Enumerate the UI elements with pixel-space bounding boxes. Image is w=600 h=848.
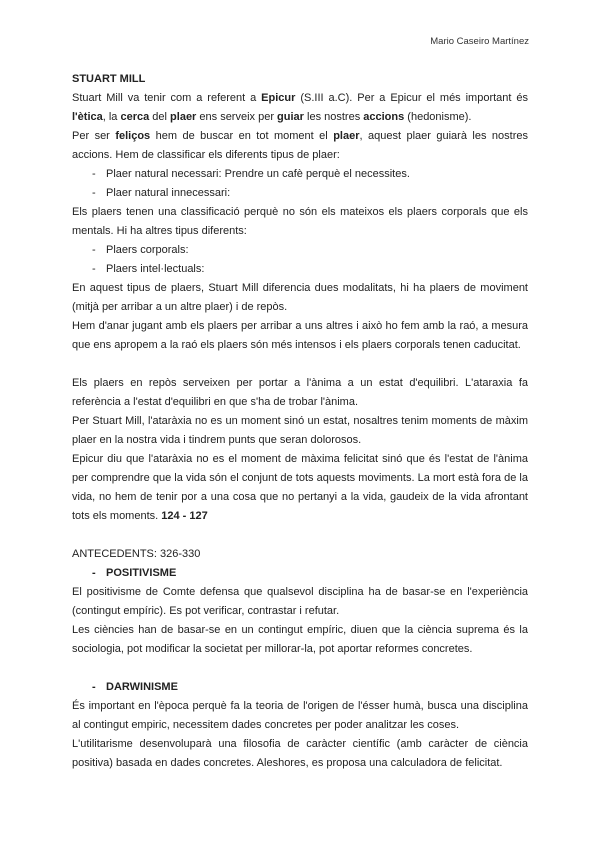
paragraph-classification: Els plaers tenen una classificació perquè no són els mateixos els plaers corporals que els mentals. Hi ha altres tipus diferents: <box>72 206 528 237</box>
paragraph-state: Per Stuart Mill, l'ataràxia no es un moment sinó un estat, nosaltres tenim moments de màxim plaer en la nostra vida i tindrem punts que seran dolorosos. <box>72 415 528 446</box>
other-types-list <box>72 241 528 279</box>
pleasure-types-list <box>72 165 528 203</box>
heading-positivisme: - POSITIVISME <box>72 564 528 583</box>
section-title: STUART MILL <box>72 73 146 85</box>
paragraph-ataraxia: Els plaers en repòs serveixen per portar a l'ànima a un estat d'equilibri. L'ataraxia fa referència a l'estat d'equilibri en que s'ha de trobar l'ànima. <box>72 377 528 408</box>
list-item: - Plaer natural innecessari: <box>72 184 528 203</box>
paragraph-darwin: És important en l'època perquè fa la teoria de l'origen de l'ésser humà, busca una disciplina al contingut empiric, necessitem dades concretes per poder analitzar les coses. <box>72 700 528 731</box>
list-item: - Plaer natural necessari: Prendre un cafè perquè el necessites. <box>72 165 528 184</box>
paragraph-reason: Hem d'anar jugant amb els plaers per arribar a uns altres i això ho fem amb la raó, a mesura que ens apropem a la raó els plaers són més intensos i els plaers corporals tenen caducitat. <box>72 320 528 351</box>
paragraph-felicos: Per ser feliços hem de buscar en tot moment el plaer, aquest plaer guiarà les nostres accions. Hem de classificar els diferents tipus de plaer: <box>72 130 528 161</box>
spacer <box>72 659 528 678</box>
darwinisme-heading-list <box>72 678 528 697</box>
paragraph-comte: El positivisme de Comte defensa que qualsevol disciplina ha de basar-se en l'experiència (contingut empíric). Es pot verificar, contrastar i refutar. <box>72 586 528 617</box>
document-body <box>72 70 528 773</box>
spacer <box>72 355 528 374</box>
author-name: Mario Caseiro Martínez <box>430 36 529 47</box>
spacer <box>72 526 528 545</box>
paragraph-utilitarisme: L'utilitarisme desenvoluparà una filosofia de caràcter científic (amb caràcter de ciència positiva) basada en dades concretes. Aleshores, es proposa una calculadora de felicitat. <box>72 738 528 769</box>
paragraph-epicur: Stuart Mill va tenir com a referent a Epicur (S.III a.C). Per a Epicur el més important és l'ètica, la cerca del plaer ens serveix per guiar les nostres accions (hedonisme). <box>72 92 529 123</box>
list-item: - Plaers intel·lectuals: <box>72 260 528 279</box>
list-item: - Plaers corporals: <box>72 241 528 260</box>
paragraph-modalities: En aquest tipus de plaers, Stuart Mill diferencia dues modalitats, hi ha plaers de moviment (mitjà per arribar a un altre plaer) i de repòs. <box>72 282 528 313</box>
paragraph-death: Epicur diu que l'ataràxia no es el moment de màxima felicitat sinó que és l'estat de l'ànima per comprendre que la vida són el conjunt de tots aquests moviments. La mort està fora de la vida, no hem de tenir por a una cosa que no pertanyi a la vida, gaudeix de la vida afrontant tots els moments. 124 - 127 <box>72 453 528 522</box>
antecedents-heading: ANTECEDENTS: 326-330 <box>72 548 201 560</box>
heading-darwinisme: - DARWINISME <box>72 678 528 697</box>
paragraph-sciences: Les ciències han de basar-se en un contingut empíric, diuen que la ciència suprema és la sociologia, pot modificar la societat per millorar-la, pot aportar reformes concretes. <box>72 624 528 655</box>
positivisme-heading-list <box>72 564 528 583</box>
